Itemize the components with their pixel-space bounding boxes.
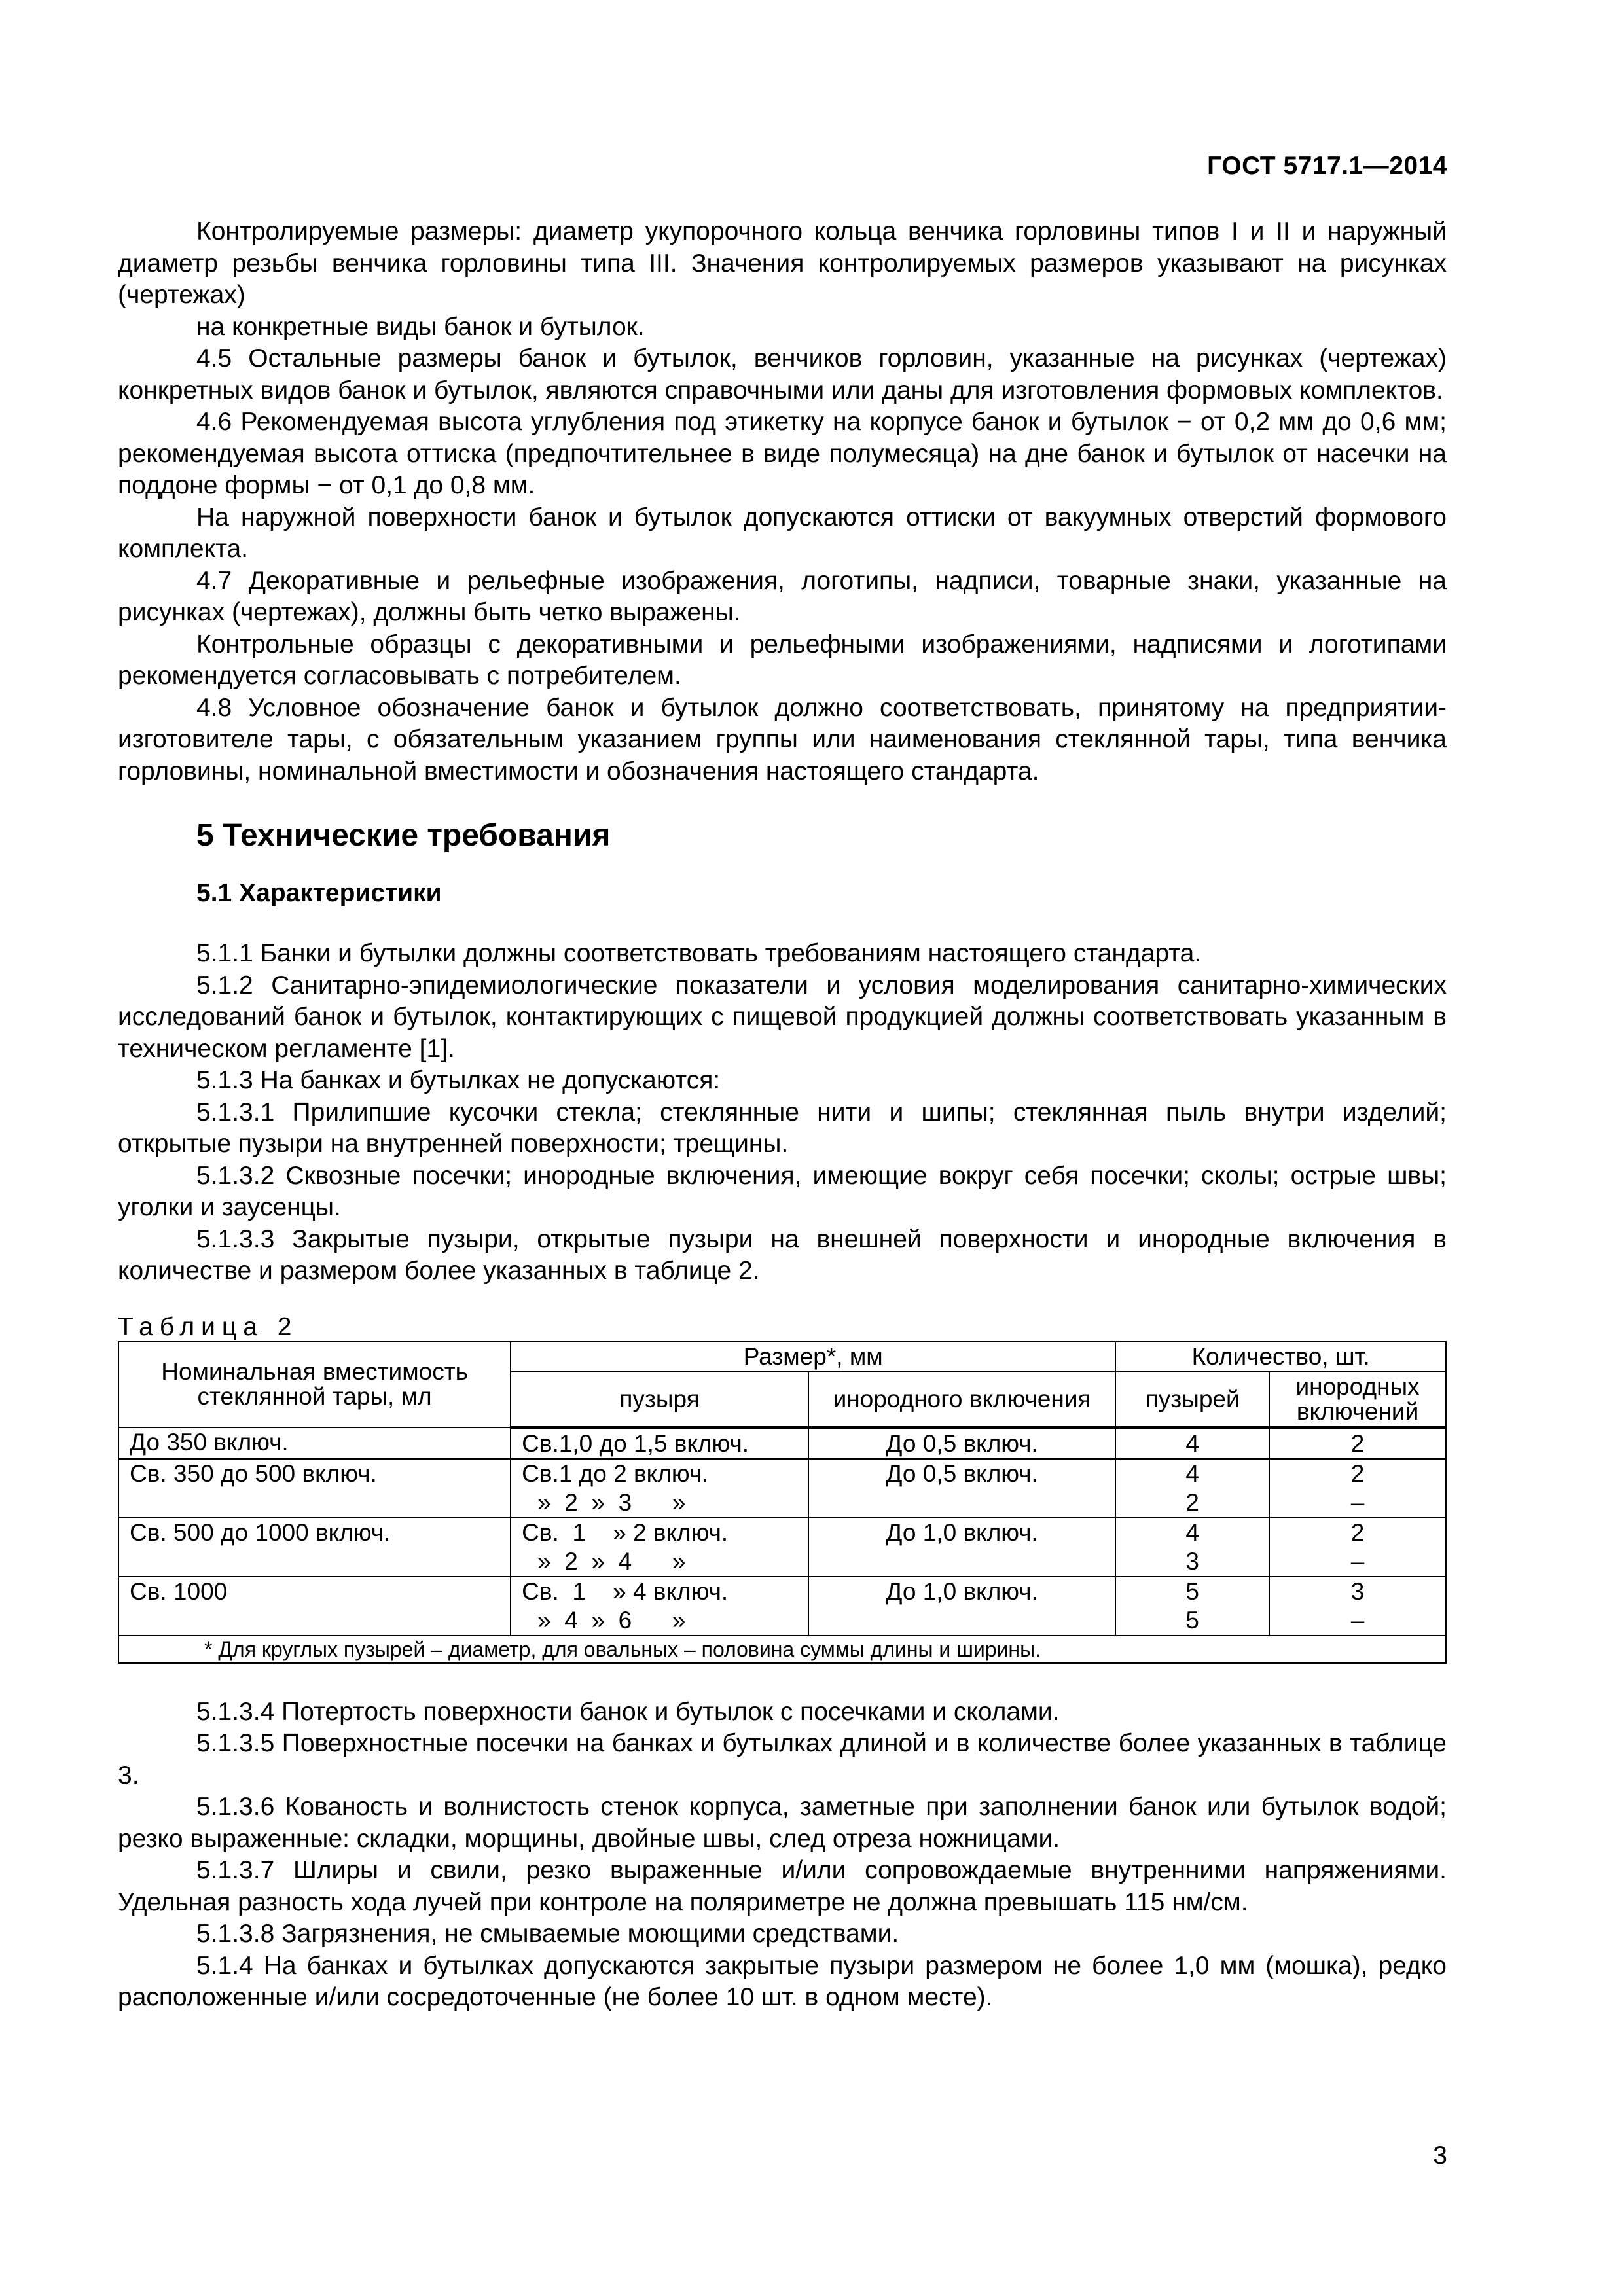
paragraph: 4.7 Декоративные и рельефные изображения, логотипы, надписи, товарные знаки, указанные на рисунках (чертежах), должны быть четко выражены. (118, 566, 1447, 626)
table-row (118, 1577, 1446, 1636)
cell-bubbles-count: 4 3 (1115, 1518, 1269, 1577)
paragraph: 5.1.3 На банках и бутылках не допускаются: (196, 1066, 721, 1094)
section-heading: 5 Технические требования (196, 818, 611, 853)
table-row (118, 1459, 1446, 1518)
paragraph: 5.1.3.6 Кованость и волнистость стенок корпуса, заметные при заполнении банок или бутылок водой; резко выраженные: складки, морщины, двойные швы, след отреза ножницами. (118, 1793, 1447, 1853)
cell-bubbles-count: 4 2 (1115, 1459, 1269, 1518)
page-content (118, 216, 1447, 2014)
cell-inclusions-count: 2 – (1269, 1459, 1446, 1518)
paragraph: 5.1.3.7 Шлиры и свили, резко выраженные и/или сопровождаемые внутренними напряжениями. Удельная разность хода лучей при контроле на поляриметре не должна превышать 115 нм/см. (118, 1856, 1447, 1916)
cell-capacity: Св. 1000 (118, 1577, 511, 1636)
table-footnote: * Для круглых пузырей – диаметр, для овальных – половина суммы длины и ширины. (118, 1636, 1446, 1663)
subsection-heading: 5.1 Характеристики (196, 879, 442, 907)
cell-capacity: Св. 500 до 1000 включ. (118, 1518, 511, 1577)
cell-capacity: До 350 включ. (118, 1427, 511, 1459)
paragraph: 5.1.3.5 Поверхностные посечки на банках и бутылках длиной и в количестве более указанных в таблице 3. (118, 1729, 1447, 1789)
paragraph: 5.1.3.8 Загрязнения, не смываемые моющими средствами. (196, 1920, 899, 1948)
cell-capacity: Св. 350 до 500 включ. (118, 1459, 511, 1518)
cell-inclusion-size: До 0,5 включ. (808, 1427, 1115, 1459)
cell-bubble-size: Св. 1 » 2 включ. » 2 » 4 » (511, 1518, 808, 1577)
paragraph: Контролируемые размеры: диаметр укупорочного кольца венчика горловины типов I и II и наружный диаметр резьбы венчика горловины типа III. Значения контролируемых размеров указывают на рисунках (чертежах) (118, 217, 1447, 309)
paragraph: 5.1.3.3 Закрытые пузыри, открытые пузыри на внешней поверхности и инородные включения в количестве и размером более указанных в таблице 2. (118, 1225, 1447, 1285)
paragraph: на конкретные виды банок и бутылок. (196, 312, 645, 341)
header-count: Количество, шт. (1115, 1342, 1446, 1372)
paragraph: 5.1.3.4 Потертость поверхности банок и бутылок с посечками и сколами. (196, 1697, 1060, 1726)
cell-bubbles-count: 4 (1115, 1427, 1269, 1459)
cell-inclusions-count: 2 – (1269, 1518, 1446, 1577)
cell-bubble-size: Св.1,0 до 1,5 включ. (511, 1427, 808, 1459)
paragraph: 4.8 Условное обозначение банок и бутылок должно соответствовать, принятому на предприятии-изготовителе тары, с обязательным указанием группы или наименования стеклянной тары, типа венчика горловины, номинальной вместимости и обозначения настоящего стандарта. (118, 693, 1447, 785)
paragraph: На наружной поверхности банок и бутылок допускаются оттиски от вакуумных отверстий формового комплекта. (118, 503, 1447, 563)
cell-inclusion-size: До 1,0 включ. (808, 1577, 1115, 1636)
paragraph: 5.1.3.2 Сквозные посечки; инородные включения, имеющие вокруг себя посечки; сколы; острые швы; уголки и заусенцы. (118, 1161, 1447, 1221)
document-header: ГОСТ 5717.1—2014 (1207, 152, 1447, 180)
paragraph: 5.1.4 На банках и бутылках допускаются закрытые пузыри размером не более 1,0 мм (мошка), редко расположенные и/или сосредоточенные (не более 10 шт. в одном месте). (118, 1951, 1447, 2011)
table-row (118, 1427, 1446, 1459)
cell-bubbles-count: 5 5 (1115, 1577, 1269, 1636)
table-caption: Таблица 2 (118, 1312, 298, 1341)
cell-bubble-size: Св.1 до 2 включ. » 2 » 3 » (511, 1459, 808, 1518)
cell-inclusion-size: До 1,0 включ. (808, 1518, 1115, 1577)
cell-inclusion-size: До 0,5 включ. (808, 1459, 1115, 1518)
cell-bubble-size: Св. 1 » 4 включ. » 4 » 6 » (511, 1577, 808, 1636)
cell-inclusions-count: 2 (1269, 1427, 1446, 1459)
cell-inclusions-count: 3 – (1269, 1577, 1446, 1636)
header-size-inclusions: инородного включения (808, 1372, 1115, 1428)
header-capacity: Номинальная вместимость стеклянной тары, мл (118, 1342, 511, 1428)
header-size: Размер*, мм (511, 1342, 1115, 1372)
table-2 (118, 1341, 1447, 1664)
header-count-bubbles: пузырей (1115, 1372, 1269, 1428)
table-footnote-row (118, 1636, 1446, 1663)
paragraph: Контрольные образцы с декоративными и рельефными изображениями, надписями и логотипами рекомендуется согласовывать с потребителем. (118, 630, 1447, 690)
page-number: 3 (1433, 2142, 1447, 2170)
paragraph: 4.6 Рекомендуемая высота углубления под этикетку на корпусе банок и бутылок − от 0,2 мм до 0,6 мм; рекомендуемая высота оттиска (предпочтительнее в виде полумесяца) на дне банок и бутылок от насечки на поддоне формы − от 0,1 до 0,8 мм. (118, 408, 1447, 499)
table-row (118, 1518, 1446, 1577)
paragraph: 5.1.1 Банки и бутылки должны соответствовать требованиям настоящего стандарта. (196, 939, 1202, 967)
paragraph: 5.1.3.1 Прилипшие кусочки стекла; стеклянные нити и шипы; стеклянная пыль внутри изделий; открытые пузыри на внутренней поверхности; трещины. (118, 1098, 1447, 1158)
header-count-inclusions: инородных включений (1269, 1372, 1446, 1428)
paragraph: 4.5 Остальные размеры банок и бутылок, венчиков горловин, указанные на рисунках (чертежах) конкретных видов банок и бутылок, являются справочными или даны для изготовления формовых комплектов. (118, 344, 1447, 404)
header-size-bubbles: пузыря (511, 1372, 808, 1428)
paragraph: 5.1.2 Санитарно-эпидемиологические показатели и условия моделирования санитарно-химических исследований банок и бутылок, контактирующих с пищевой продукцией должны соответствовать указанным в техническом регламенте [1]. (118, 971, 1447, 1063)
